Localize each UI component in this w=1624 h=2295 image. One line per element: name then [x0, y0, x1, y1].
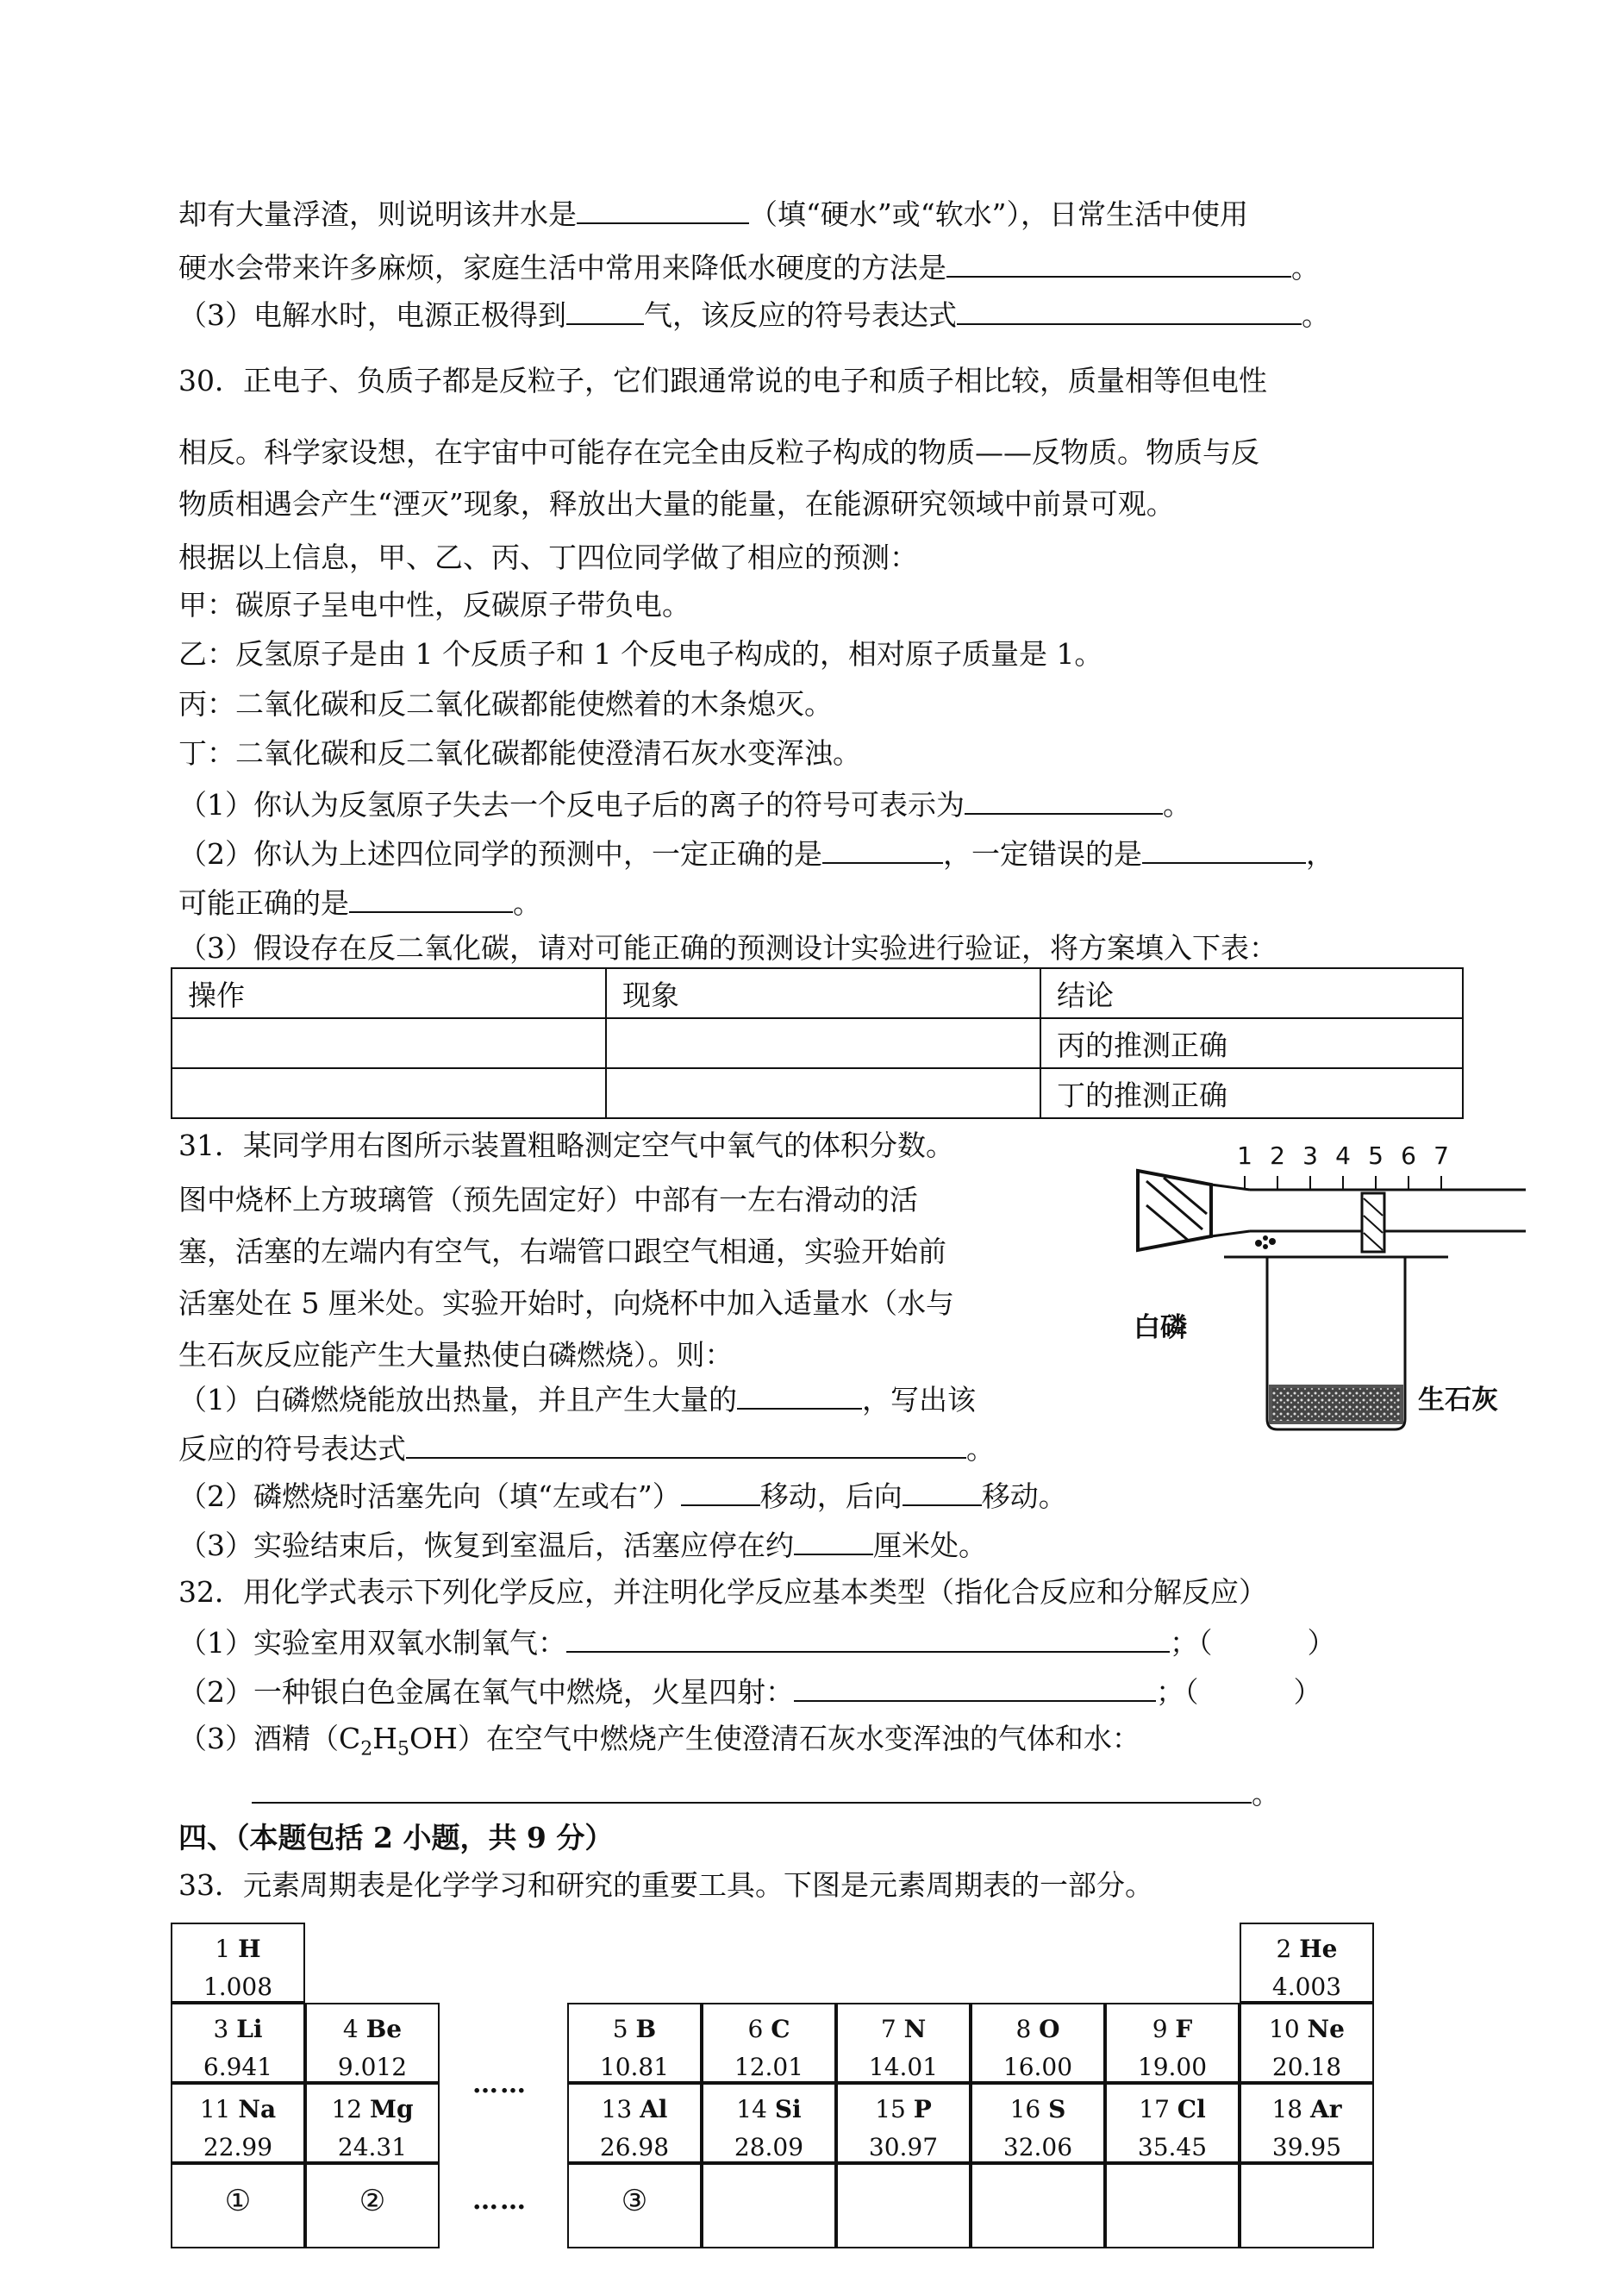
element-number-symbol [569, 2015, 700, 2043]
answer-blank[interactable] [946, 250, 1291, 278]
table-row [172, 1068, 1463, 1118]
answer-blank[interactable] [794, 1528, 873, 1555]
element-cell-c [702, 2003, 836, 2083]
table-cell[interactable] [172, 1068, 606, 1118]
table-header-cell: 操作 [172, 968, 606, 1018]
q31-line-5: 生石灰反应能产生大量热使白磷燃烧）。则： [178, 1338, 734, 1372]
scale-label: 7 [1433, 1141, 1449, 1170]
element-number: 9 [1152, 2015, 1176, 2043]
q30-line-9: （1）你认为反氢原子失去一个反电子后的离子的符号可表示为 。 [178, 788, 1191, 822]
answer-blank[interactable] [957, 297, 1302, 325]
element-number: 13 [601, 2095, 640, 2123]
q30-line-1: 30．正电子、负质子都是反粒子，它们跟通常说的电子和质子相比较，质量相等但电性 [178, 364, 1267, 397]
element-symbol: B [635, 2015, 657, 2043]
element-symbol: Ne [1307, 2015, 1345, 2043]
answer-blank[interactable] [566, 1625, 1170, 1653]
answer-blank[interactable] [681, 1479, 760, 1506]
element-symbol: N [903, 2015, 927, 2043]
element-symbol: Al [640, 2095, 668, 2123]
q30-line-11: 可能正确的是 。 [178, 886, 541, 920]
blank-element-cell[interactable] [567, 2163, 702, 2248]
q32-line-2: （1）实验室用双氧水制氧气： ；（ ） [178, 1626, 1336, 1660]
element-symbol: Mg [369, 2095, 414, 2123]
element-cell-p [836, 2083, 971, 2163]
q32-line-1: 32．用化学式表示下列化学反应，并注明化学反应基本类型（指化合反应和分解反应） [178, 1575, 1267, 1609]
element-cell-h [171, 1923, 305, 2003]
element-cell-li [171, 2003, 305, 2083]
element-number: 3 [213, 2015, 237, 2043]
table-header-cell: 现象 [606, 968, 1040, 1018]
q30-line-7: 丙：二氧化碳和反二氧化碳都能使燃着的木条熄灭。 [178, 687, 833, 721]
answer-blank[interactable] [903, 1479, 982, 1506]
q33-line-1: 33．元素周期表是化学学习和研究的重要工具。下图是元素周期表的一部分。 [178, 1868, 1153, 1902]
q30-line-6: 乙：反氢原子是由 1 个反质子和 1 个反电子构成的，相对原子质量是 1。 [178, 637, 1103, 671]
element-number: 16 [1009, 2095, 1049, 2123]
element-cell-ar [1240, 2083, 1374, 2163]
element-mass: 12.01 [734, 2053, 804, 2081]
element-mass: 6.941 [203, 2053, 273, 2081]
element-symbol: O [1039, 2015, 1060, 2043]
answer-blank[interactable] [794, 1674, 1156, 1702]
answer-blank[interactable] [822, 836, 943, 864]
element-mass: 22.99 [203, 2133, 273, 2161]
blank-element-cell[interactable] [971, 2163, 1105, 2248]
answer-blank[interactable] [349, 885, 513, 913]
element-number: 14 [736, 2095, 775, 2123]
element-symbol: Li [236, 2015, 263, 2043]
element-number-symbol [703, 2095, 834, 2123]
element-number: 4 [342, 2015, 366, 2043]
element-cell-ne [1240, 2003, 1374, 2083]
table-header-cell: 结论 [1040, 968, 1463, 1018]
answer-blank[interactable] [252, 1776, 1252, 1804]
q31-line-8: （2）磷燃烧时活塞先向（填“左或右”） 移动，后向 移动。 [178, 1479, 1067, 1513]
element-number: 6 [747, 2015, 771, 2043]
element-cell-al [567, 2083, 702, 2163]
scale-label: 3 [1302, 1141, 1318, 1170]
q32-line-4: （3）酒精$(C_2H_5OH)$在空气中燃烧产生使澄清石灰水变浑浊的气体和水： [178, 1722, 1140, 1760]
q29-line-1: 却有大量浮渣，则说明该井水是 （填“硬水”或“软水”），日常生活中使用 [178, 197, 1248, 231]
element-number-symbol [172, 1935, 303, 1963]
cell-marker: ③ [621, 2184, 648, 2218]
q32-line-3: （2）一种银白色金属在氧气中燃烧，火星四射： ；（ ） [178, 1675, 1322, 1709]
element-mass: 32.06 [1003, 2133, 1073, 2161]
periodic-table [171, 1923, 1377, 2267]
element-number-symbol [1107, 2095, 1238, 2123]
q29-line-3: （3）电解水时，电源正极得到 气，该反应的符号表达式 。 [178, 298, 1330, 332]
answer-blank[interactable] [406, 1431, 966, 1459]
q31-line-7: 反应的符号表达式 。 [178, 1432, 995, 1466]
element-cell-mg [305, 2083, 440, 2163]
label-white-phosphorus: 白磷 [1134, 1312, 1187, 1343]
scale-label: 5 [1368, 1141, 1384, 1170]
element-number: 2 [1276, 1935, 1300, 1963]
answer-blank[interactable] [566, 297, 644, 325]
q30-line-8: 丁：二氧化碳和反二氧化碳都能使澄清石灰水变浑浊。 [178, 736, 861, 770]
answer-blank[interactable] [1142, 836, 1306, 864]
label-quicklime: 生石灰 [1418, 1385, 1498, 1416]
q31-line-3: 塞，活塞的左端内有空气，右端管口跟空气相通，实验开始前 [178, 1235, 946, 1268]
element-symbol: He [1299, 1935, 1338, 1963]
q31-line-6: （1）白磷燃烧能放出热量，并且产生大量的 ，写出该 [178, 1383, 976, 1416]
experiment-table [171, 967, 1464, 1119]
element-cell-s [971, 2083, 1105, 2163]
table-cell[interactable] [606, 1068, 1040, 1118]
table-cell: 丁的推测正确 [1040, 1068, 1463, 1118]
blank-element-cell[interactable] [1240, 2163, 1374, 2248]
element-number-symbol [838, 2015, 969, 2043]
ellipsis: …… [472, 2186, 528, 2216]
element-cell-he [1240, 1923, 1374, 2003]
element-mass: 30.97 [868, 2133, 939, 2161]
element-symbol: S [1048, 2095, 1066, 2123]
scale-label: 2 [1270, 1141, 1285, 1170]
q31-line-1: 31．某同学用右图所示装置粗略测定空气中氧气的体积分数。 [178, 1129, 954, 1162]
element-cell-b [567, 2003, 702, 2083]
cell-marker: ② [359, 2184, 386, 2218]
table-cell[interactable] [606, 1018, 1040, 1068]
blank-element-cell[interactable] [305, 2163, 440, 2248]
q31-line-9: （3）实验结束后，恢复到室温后，活塞应停在约 厘米处。 [178, 1529, 987, 1562]
q31-line-2: 图中烧杯上方玻璃管（预先固定好）中部有一左右滑动的活 [178, 1183, 918, 1216]
element-mass: 1.008 [203, 1973, 273, 2001]
element-symbol: Ar [1310, 2095, 1342, 2123]
element-mass: 26.98 [599, 2133, 670, 2161]
element-mass: 10.81 [599, 2053, 670, 2081]
element-number: 5 [612, 2015, 636, 2043]
element-mass: 4.003 [1271, 1973, 1342, 2001]
q29-line-2: 硬水会带来许多麻烦，家庭生活中常用来降低水硬度的方法是 。 [178, 251, 1320, 285]
element-number-symbol [703, 2015, 834, 2043]
element-cell-be [305, 2003, 440, 2083]
table-row [172, 1018, 1463, 1068]
element-cell-n [836, 2003, 971, 2083]
blank-element-cell[interactable] [702, 2163, 836, 2248]
element-number-symbol [972, 2095, 1103, 2123]
element-number: 11 [199, 2095, 239, 2123]
element-number: 7 [880, 2015, 904, 2043]
element-symbol: C [771, 2015, 790, 2043]
table-cell[interactable] [172, 1018, 606, 1068]
element-symbol: Si [774, 2095, 802, 2123]
element-cell-o [971, 2003, 1105, 2083]
element-symbol: H [238, 1935, 261, 1963]
element-mass: 39.95 [1271, 2133, 1342, 2161]
table-cell: 丙的推测正确 [1040, 1018, 1463, 1068]
element-number: 8 [1015, 2015, 1040, 2043]
element-number-symbol [172, 2015, 303, 2043]
element-number: 15 [875, 2095, 914, 2123]
scale-label: 4 [1335, 1141, 1351, 1170]
element-number-symbol [972, 2015, 1103, 2043]
element-symbol: Cl [1177, 2095, 1206, 2123]
element-number: 1 [215, 1935, 239, 1963]
apparatus-figure [1121, 1136, 1526, 1447]
element-number-symbol [1241, 1935, 1372, 1963]
cell-marker: ① [224, 2184, 252, 2218]
element-number-symbol [1107, 2015, 1238, 2043]
element-mass: 35.45 [1137, 2133, 1208, 2161]
element-number-symbol [1241, 2015, 1372, 2043]
table-header-row [172, 968, 1463, 1018]
answer-blank[interactable] [737, 1382, 862, 1410]
blank-element-cell[interactable] [1105, 2163, 1240, 2248]
q30-line-2: 相反。科学家设想，在宇宙中可能存在完全由反粒子构成的物质——反物质。物质与反 [178, 435, 1259, 469]
element-number-symbol [838, 2095, 969, 2123]
element-cell-na [171, 2083, 305, 2163]
element-mass: 16.00 [1003, 2053, 1073, 2081]
q30-line-12: （3）假设存在反二氧化碳，请对可能正确的预测设计实验进行验证，将方案填入下表： [178, 931, 1277, 965]
element-symbol: P [913, 2095, 932, 2123]
q30-line-3: 物质相遇会产生“湮灭”现象，释放出大量的能量，在能源研究领域中前景可观。 [178, 487, 1175, 521]
q30-line-10: （2）你认为上述四位同学的预测中，一定正确的是 ，一定错误的是 ， [178, 837, 1334, 871]
scale-label: 1 [1237, 1141, 1252, 1170]
element-mass: 19.00 [1137, 2053, 1208, 2081]
blank-element-cell[interactable] [836, 2163, 971, 2248]
scale-label: 6 [1401, 1141, 1416, 1170]
element-number-symbol [307, 2015, 438, 2043]
element-number-symbol [1241, 2095, 1372, 2123]
element-cell-f [1105, 2003, 1240, 2083]
element-symbol: Be [365, 2015, 403, 2043]
blank-element-cell[interactable] [171, 2163, 305, 2248]
element-cell-si [702, 2083, 836, 2163]
answer-blank[interactable] [577, 197, 749, 224]
element-number: 12 [331, 2095, 370, 2123]
q30-line-5: 甲：碳原子呈电中性，反碳原子带负电。 [178, 588, 690, 622]
element-cell-cl [1105, 2083, 1240, 2163]
element-number-symbol [569, 2095, 700, 2123]
element-symbol: F [1175, 2015, 1193, 2043]
q32-line-5: 。 [252, 1776, 1280, 1808]
element-number-symbol [307, 2095, 438, 2123]
element-number: 18 [1271, 2095, 1311, 2123]
element-symbol: Na [238, 2095, 277, 2123]
q30-line-4: 根据以上信息，甲、乙、丙、丁四位同学做了相应的预测： [178, 541, 918, 574]
element-number: 10 [1269, 2015, 1308, 2043]
section-heading: 四、（本题包括 2 小题，共 9 分） [178, 1821, 614, 1854]
answer-blank[interactable] [965, 787, 1163, 815]
ellipsis: …… [472, 2069, 528, 2099]
q31-line-4: 活塞处在 5 厘米处。实验开始时，向烧杯中加入适量水（水与 [178, 1286, 954, 1320]
element-number-symbol [172, 2095, 303, 2123]
element-mass: 14.01 [868, 2053, 939, 2081]
element-number: 17 [1139, 2095, 1177, 2123]
element-mass: 24.31 [337, 2133, 408, 2161]
element-mass: 9.012 [337, 2053, 408, 2081]
element-mass: 28.09 [734, 2133, 804, 2161]
element-mass: 20.18 [1271, 2053, 1342, 2081]
